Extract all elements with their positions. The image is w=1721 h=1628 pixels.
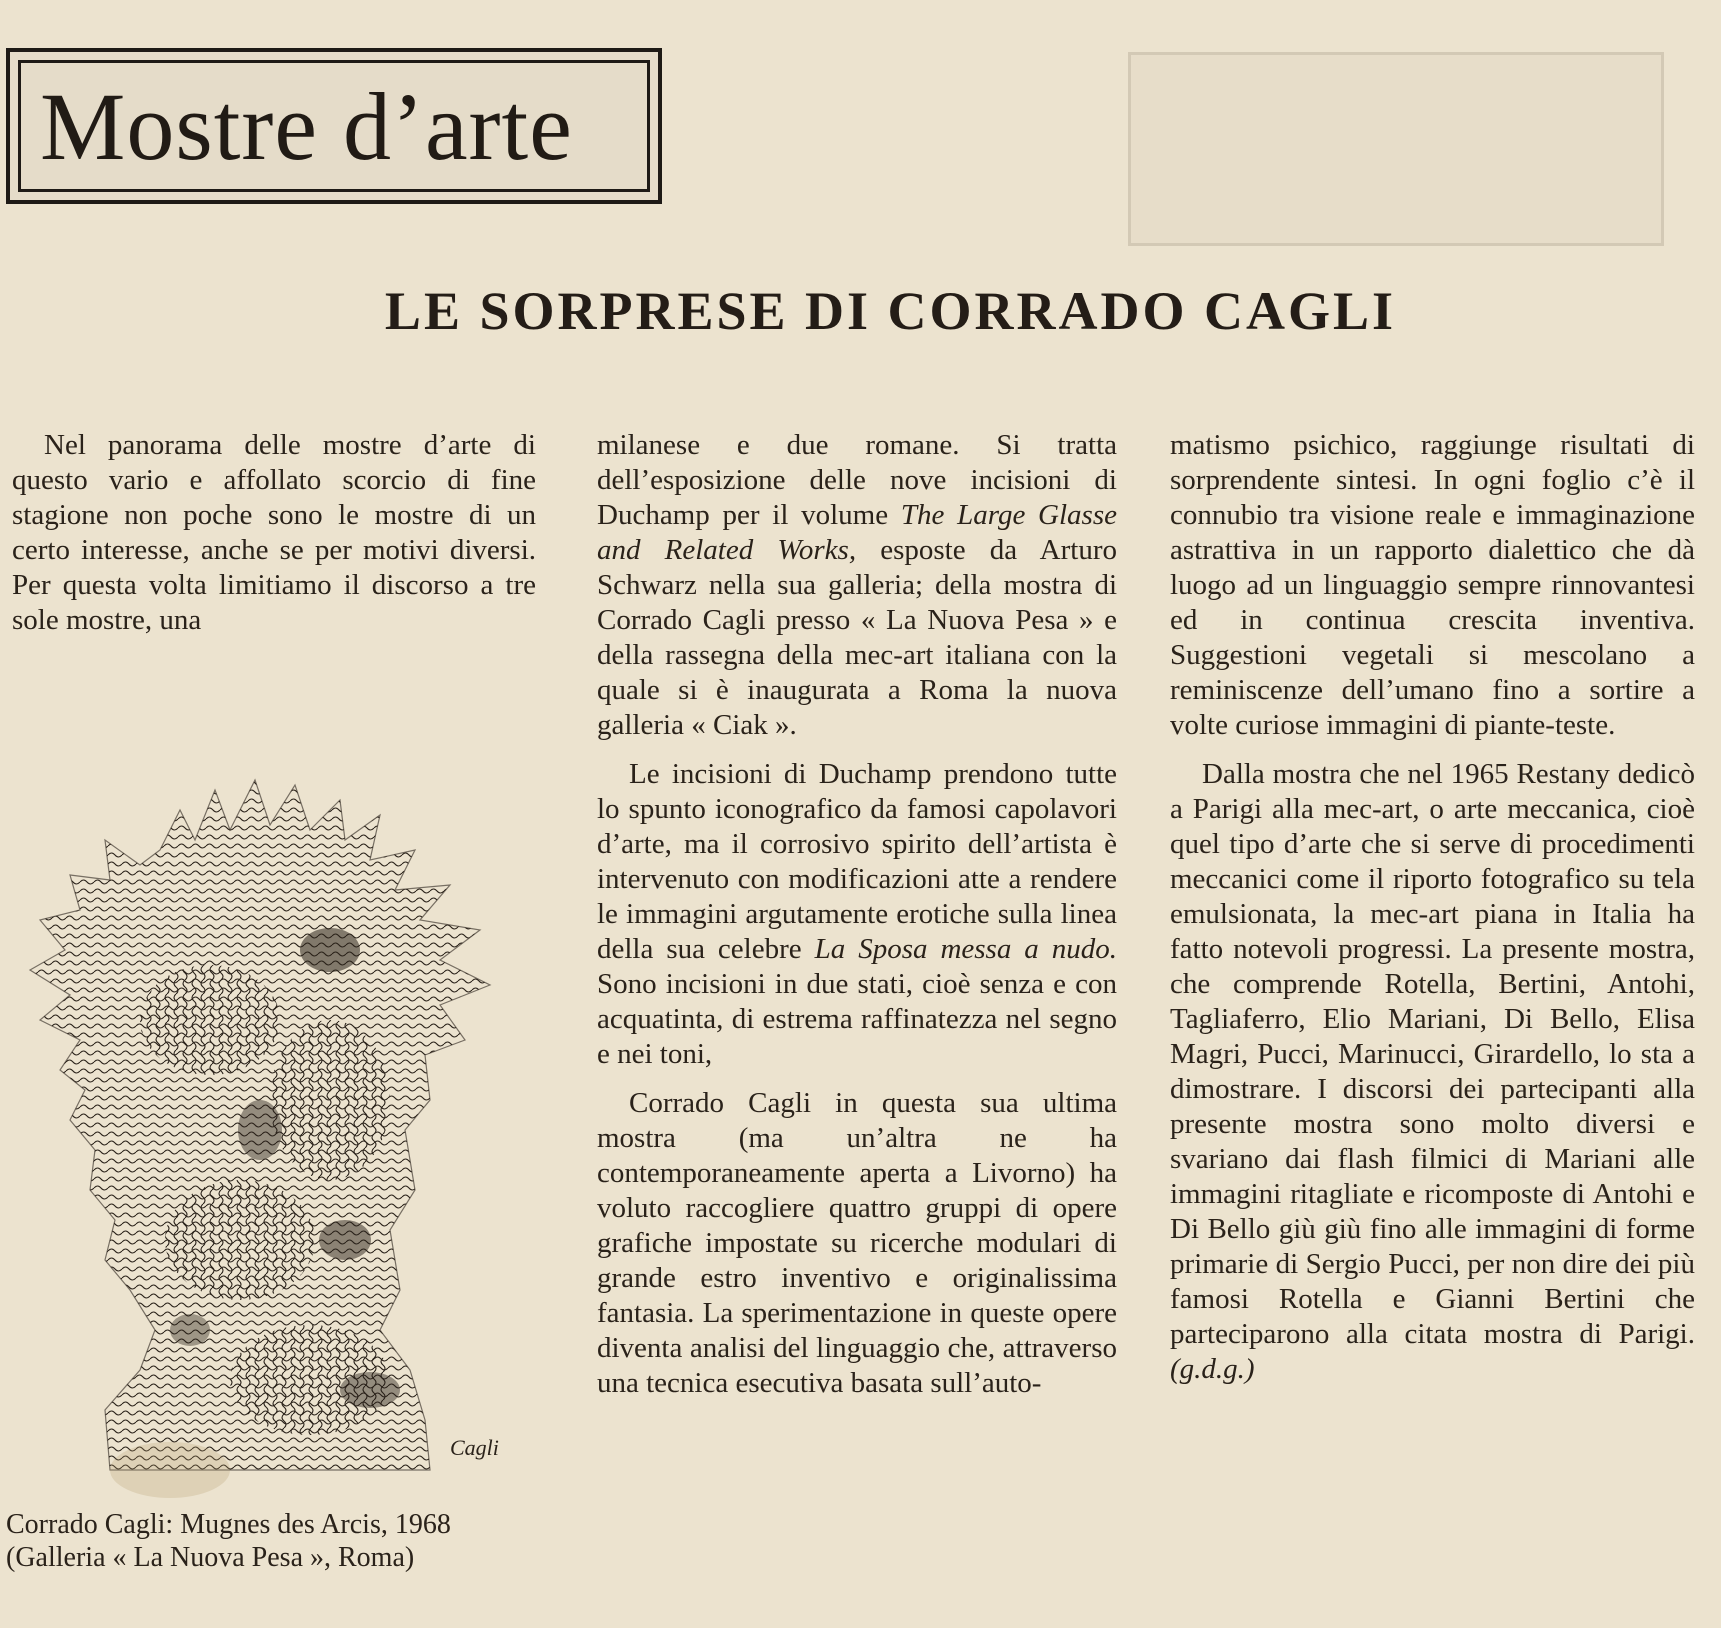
paragraph: matismo psichico, raggiunge risultati di sorprendente sintesi. In ogni foglio c’è il connubio tra visione reale e immaginazione astrattiva in un rapporto dialettico che dà luogo ad un linguaggio sempre rinnovantesi ed in continua crescita inventiva. Suggestioni vegetali si mescolano a reminiscenze dell’umano fino a sortire a volte curiose immagini di piante-teste. [1170, 429, 1695, 741]
stain [110, 1442, 230, 1498]
text-column-2 [597, 428, 1117, 1415]
section-title: Mostre d’arte [40, 73, 573, 180]
text-column-1 [12, 428, 536, 652]
section-header-box [6, 48, 662, 204]
author-initials: (g.d.g.) [1170, 1353, 1255, 1385]
book-title: The Large Glasse and Related Works, [597, 499, 1118, 566]
bleed-through-shadow [1128, 52, 1664, 246]
paragraph: Dalla mostra che nel 1965 Restany dedicò a Parigi alla mec-art, o arte meccanica, cioè quel tipo d’arte che si serve di procedimenti meccanici come il riporto fotografico su tela emulsionata, la mec-art piana in Italia ha fatto notevoli progressi. La presente mostra, che comprende Rotella, Bertini, Antohi, Tagliaferro, Elio Mariani, Di Bello, Elisa Magri, Pucci, Marinucci, Girardello, lo sta a dimostrare. I discorsi dei partecipanti alla presente mostra sono molto diversi e svariano dai flash filmici di Mariani alle immagini ritagliate e ricomposte di Antohi e Di Bello giù giù fino alle immagini di forme primarie di Sergio Pucci, per non dire dei più famosi Rotella e Gianni Bertini che parteciparono alla citata mostra di Parigi. (g.d.g.) [1170, 758, 1695, 1385]
cagli-head-illustration [10, 770, 530, 1510]
text-column-3 [1170, 428, 1695, 1401]
artist-signature: Cagli [450, 1435, 499, 1460]
article-headline: LE SORPRESE DI CORRADO CAGLI [384, 281, 1397, 341]
figure-caption: Corrado Cagli: Mugnes des Arcis, 1968 (Galleria « La Nuova Pesa », Roma) [6, 1509, 451, 1573]
paragraph: Corrado Cagli in questa sua ultima mostra (ma un’altra ne ha contemporaneamente aperta a Livorno) ha voluto raccogliere quattro gruppi di opere grafiche impostate su ricerche modulari di grande estro inventivo e originalissima fantasia. La sperimentazione in queste opere diventa analisi del linguaggio che, attraverso una tecnica esecutiva basata sull’auto- [597, 1087, 1117, 1399]
artwork-title: La Sposa messa a nudo. [814, 933, 1117, 965]
head-texture [10, 770, 530, 1510]
paragraph: milanese e due romane. Si tratta dell’esposizione delle nove incisioni di Duchamp per il volume The Large Glasse and Related Works, esposte da Arturo Schwarz nella sua galleria; della mostra di Corrado Cagli presso « La Nuova Pesa » e della rassegna della mec-art italiana con la quale si è inaugurata a Roma la nuova galleria « Ciak ». [597, 429, 1118, 741]
paragraph: Nel panorama delle mostre d’arte di questo vario e affollato scorcio di fine stagione non poche sono le mostre di un certo interesse, anche se per motivi diversi. Per questa volta limitiamo il discorso a tre sole mostre, una [12, 429, 536, 636]
paragraph: Le incisioni di Duchamp prendono tutte lo spunto iconografico da famosi capolavori d’arte, ma il corrosivo spirito dell’artista è intervenuto con modificazioni atte a rendere le immagini argutamente erotiche sulla linea della sua celebre La Sposa messa a nudo. Sono incisioni in due stati, cioè senza e con acquatinta, di estrema raffinatezza nel segno e nei toni, [597, 758, 1117, 1070]
